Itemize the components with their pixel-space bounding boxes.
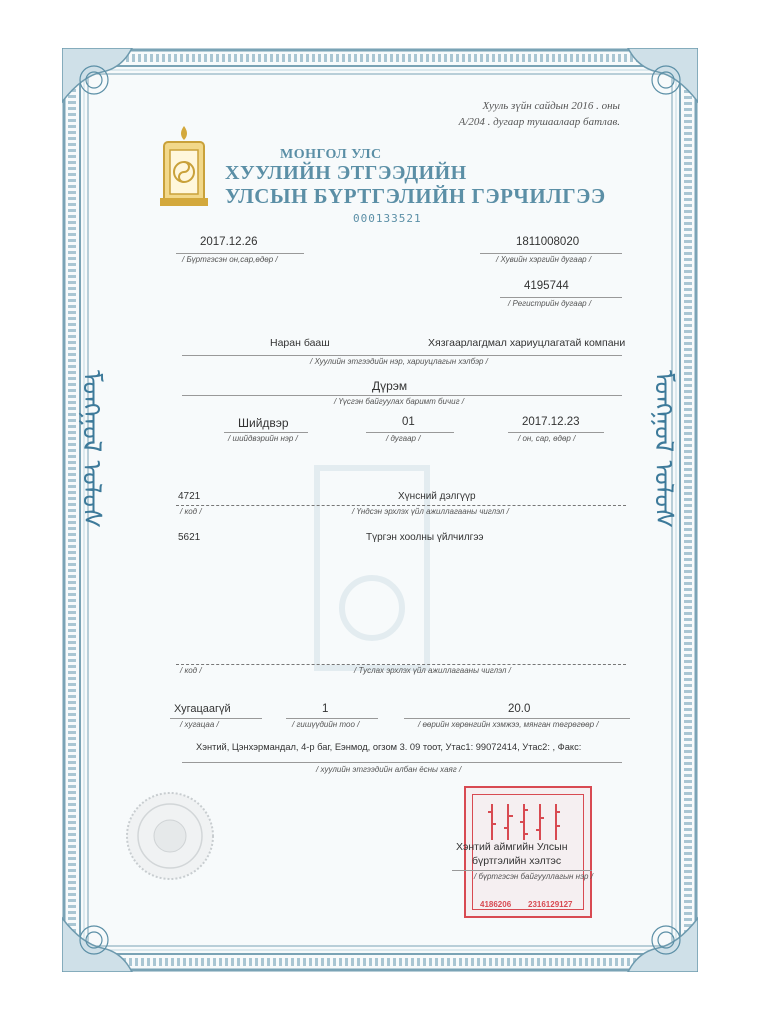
- address-caption: / хуулийн этгээдийн албан ёсны хаяг /: [316, 765, 462, 774]
- mongolian-script-stamp-icon: [484, 800, 574, 844]
- duration-value: Хугацаагүй: [174, 703, 231, 715]
- issuer-line1: Хэнтий аймгийн Улсын: [456, 841, 568, 853]
- decision-name: Шийдвэр: [238, 416, 289, 430]
- main-activity-name: Хүнсний дэлгүүр: [398, 491, 476, 502]
- stamp-left-number: 4186206: [480, 900, 512, 909]
- founding-document-caption: / Үүсгэн байгуулах баримт бичиг /: [334, 397, 464, 406]
- mongolian-script-left-icon: ᠮᠣᠩᠭᠣᠯ ᠤᠯᠤᠰ: [76, 370, 106, 529]
- certificate-title-line2: УЛСЫН БҮРТГЭЛИЙН ГЭРЧИЛГЭЭ: [225, 184, 606, 208]
- decision-date-caption: / он, сар, өдөр /: [518, 434, 576, 443]
- decision-date: 2017.12.23: [522, 416, 580, 428]
- extra-activity-name: Түргэн хоолны үйлчилгээ: [366, 532, 484, 543]
- main-activity-code-caption: / код /: [180, 507, 202, 516]
- decision-number-caption: / дугаар /: [386, 434, 421, 443]
- official-address: Хэнтий, Цэнхэрмандал, 4-р баг, Еэнмод, огзом 3. 09 тоот, Утас1: 99072414, Утас2: , Факс:: [196, 742, 582, 752]
- registration-date-caption: / Бүртгэсэн он,сар,өдөр /: [182, 255, 278, 264]
- founders-caption: / гишүүдийн тоо /: [292, 720, 360, 729]
- issuer-line2: бүртгэлийн хэлтэс: [472, 855, 562, 867]
- approval-line-2: A/204 . дугаар тушаалаар батлав.: [458, 116, 620, 128]
- founders-count: 1: [322, 703, 329, 715]
- decision-number: 01: [402, 416, 415, 428]
- entity-caption: / Хуулийн этгээдийн нэр, хариуцлагын хэлбэр /: [310, 357, 488, 366]
- registration-date: 2017.12.26: [200, 236, 258, 248]
- issuer-caption: / бүртгэсэн байгууллагын нэр /: [474, 872, 593, 881]
- extra-activity-code: 5621: [178, 532, 201, 543]
- capital-caption: / өөрийн хөрөнгийн хэмжээ, мянган төгрөгөөр /: [418, 720, 599, 729]
- file-number: 1811008020: [516, 236, 580, 248]
- stamp-right-number: 2316129127: [528, 900, 573, 909]
- serial-number: 000133521: [353, 212, 422, 225]
- file-number-caption: / Хувийн хэргийн дугаар /: [496, 255, 592, 264]
- main-activity-caption: / Үндсэн эрхлэх үйл ажиллагааны чиглэл /: [352, 507, 509, 516]
- embossed-seal-icon: [124, 790, 216, 882]
- capital-value: 20.0: [508, 703, 531, 715]
- certificate-title-line1: ХУУЛИЙН ЭТГЭЭДИЙН: [225, 162, 467, 184]
- decision-name-caption: / шийдвэрийн нэр /: [228, 434, 298, 443]
- founding-document: Дүрэм: [372, 379, 408, 393]
- main-activity-code: 4721: [178, 491, 201, 502]
- duration-caption: / хугацаа /: [180, 720, 219, 729]
- extra-activity-code-caption: / код /: [180, 666, 202, 675]
- register-number: 4195744: [524, 280, 569, 292]
- country-title: МОНГОЛ УЛС: [280, 147, 382, 162]
- state-emblem-icon: [158, 124, 210, 208]
- approval-line-1: Хууль зүйн сайдын 2016 . оны: [482, 100, 620, 112]
- entity-form: Хязгаарлагдмал хариуцлагатай компани: [428, 337, 626, 349]
- register-number-caption: / Регистрийн дугаар /: [508, 299, 592, 308]
- mongolian-script-right-icon: ᠮᠣᠩᠭᠣᠯ ᠤᠯᠤᠰ: [648, 370, 678, 529]
- entity-name: Наран бааш: [270, 337, 330, 349]
- extra-activity-caption: / Туслах эрхлэх үйл ажиллагааны чиглэл /: [354, 666, 511, 675]
